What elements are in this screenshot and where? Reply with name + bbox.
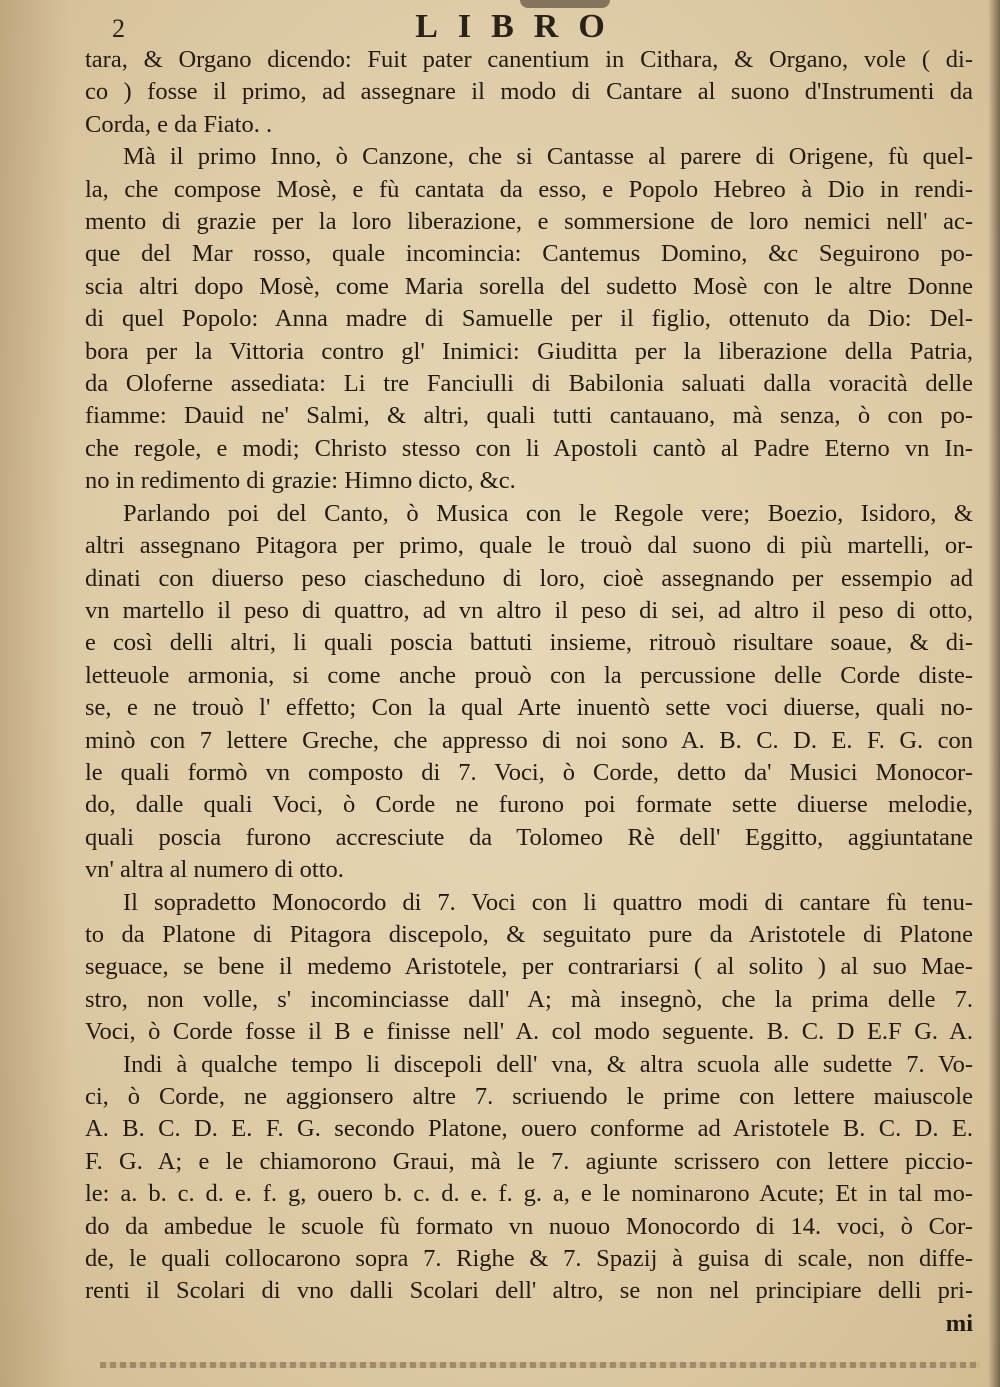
- text-line: F. G. A; e le chiamorono Graui, mà le 7. agiunte scrissero con lettere piccio-: [85, 1147, 973, 1175]
- text-line: stro, non volle, s' incominciasse dall' A; mà insegnò, che la prima delle 7.: [85, 985, 973, 1013]
- text-line: de, le quali collocarono sopra 7. Righe & 7. Spazij à guisa di scale, non diffe-: [85, 1245, 973, 1273]
- text-line: da Oloferne assediata: Li tre Fanciulli di Babilonia saluati dalla voracità delle: [85, 370, 973, 398]
- catchword: mi: [945, 1309, 973, 1337]
- text-line: quali poscia furono accresciute da Tolomeo Rè dell' Eggitto, aggiuntatane: [85, 823, 973, 851]
- text-line: e così delli altri, li quali poscia battuti insieme, ritrouò risultare soaue, & di-: [85, 629, 973, 657]
- text-line: le quali formò vn composto di 7. Voci, ò Corde, detto da' Musici Monocor-: [85, 758, 973, 786]
- text-line: vn martello il peso di quattro, ad vn altro il peso di sei, ad altro il peso di otto,: [85, 596, 973, 624]
- text-line: che regole, e modi; Christo stesso con li Apostoli cantò al Padre Eterno vn In-: [85, 434, 973, 462]
- text-line: no in redimento di grazie: Himno dicto, &c.: [85, 467, 516, 495]
- text-line: fiamme: Dauid ne' Salmi, & altri, quali tutti cantauano, mà senza, ò con po-: [85, 402, 973, 430]
- text-line: bora per la Vittoria contro gl' Inimici: Giuditta per la liberazione della Patria,: [85, 337, 973, 365]
- text-line: Il sopradetto Monocordo di 7. Voci con li quattro modi di cantare fù tenu-: [123, 888, 973, 916]
- text-line: seguace, se bene il medemo Aristotele, per contrariarsi ( al solito ) al suo Mae-: [85, 953, 973, 981]
- top-ink-mark: [520, 0, 610, 8]
- page-edge-shadow: [988, 0, 1000, 1387]
- page-number: 2: [112, 14, 125, 43]
- text-line: Parlando poi del Canto, ò Musica con le Regole vere; Boezio, Isidoro, &: [123, 499, 973, 527]
- text-line: Indi à qualche tempo li discepoli dell' vna, & altra scuola alle sudette 7. Vo-: [123, 1050, 973, 1078]
- bottom-edge-rule: [100, 1362, 980, 1368]
- text-line: que del Mar rosso, quale incomincia: Cantemus Domino, &c Seguirono po-: [85, 240, 973, 268]
- text-line: altri assegnano Pitagora per primo, quale le trouò dal suono di più martelli, or-: [85, 532, 973, 560]
- text-line: minò con 7 lettere Greche, che appresso di noi sono A. B. C. D. E. F. G. con: [85, 726, 973, 754]
- page-gutter-shadow: [0, 0, 70, 1387]
- text-line: Voci, ò Corde fosse il B e finisse nell' A. col modo seguente. B. C. D E.F G. A.: [85, 1018, 973, 1046]
- text-line: di quel Popolo: Anna madre di Samuelle per il figlio, ottenuto da Dio: Del-: [85, 305, 973, 333]
- text-line: la, che compose Mosè, e fù cantata da esso, e Popolo Hebreo à Dio in rendi-: [85, 175, 973, 203]
- text-line: vn' altra al numero di otto.: [85, 856, 344, 884]
- text-line: renti il Scolari di vno dalli Scolari dell' altro, se non nel principiare delli pri-: [85, 1277, 973, 1305]
- running-title: LIBRO: [415, 8, 625, 45]
- text-line: letteuole armonia, si come anche prouò con la percussione delle Corde diste-: [85, 661, 973, 689]
- body-text: [85, 44, 973, 1340]
- text-line: dinati con diuerso peso ciascheduno di loro, cioè assegnando per essempio ad: [85, 564, 973, 592]
- text-line: ci, ò Corde, ne aggionsero altre 7. scriuendo le prime con lettere maiuscole: [85, 1083, 973, 1110]
- text-line: do da ambedue le scuole fù formato vn nuouo Monocordo di 14. voci, ò Cor-: [85, 1212, 973, 1240]
- text-line: scia altri dopo Mosè, come Maria sorella del sudetto Mosè con le altre Donne: [85, 272, 973, 300]
- text-line: mento di grazie per la loro liberazione, e sommersione de loro nemici nell' ac-: [85, 208, 973, 236]
- text-line: to da Platone di Pitagora discepolo, & seguitato pure da Aristotele di Platone: [85, 920, 973, 948]
- text-line: tara, & Organo dicendo: Fuit pater canentium in Cithara, & Organo, vole ( di-: [85, 46, 973, 73]
- text-line: se, e ne trouò l' effetto; Con la qual Arte inuentò sette voci diuerse, quali no-: [85, 694, 973, 722]
- text-line: A. B. C. D. E. F. G. secondo Platone, ouero conforme ad Aristotele B. C. D. E.: [85, 1115, 973, 1143]
- text-line: Corda, e da Fiato. .: [85, 110, 273, 138]
- text-line: co ) fosse il primo, ad assegnare il modo di Cantare al suono d'Instrumenti da: [85, 78, 973, 106]
- text-line: Mà il primo Inno, ò Canzone, che si Cantasse al parere di Origene, fù quel-: [123, 143, 973, 171]
- text-line: do, dalle quali Voci, ò Corde ne furono poi formate sette diuerse melodie,: [85, 791, 973, 819]
- text-line: le: a. b. c. d. e. f. g, ouero b. c. d. e. f. g. a, e le nominarono Acute; Et in tal mo-: [85, 1180, 973, 1208]
